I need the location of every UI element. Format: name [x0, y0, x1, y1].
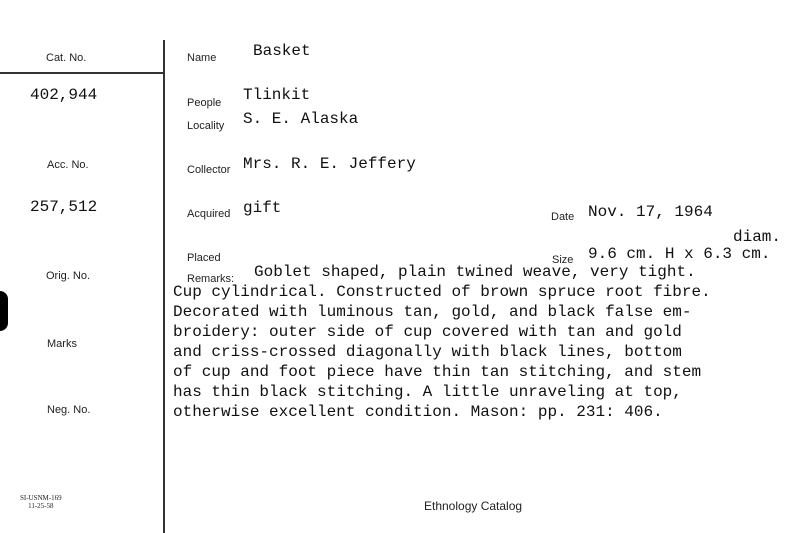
- remarks-line: Decorated with luminous tan, gold, and black false em-: [173, 303, 692, 321]
- remarks-text: [173, 262, 795, 422]
- vertical-divider: [163, 40, 165, 533]
- form-code: [20, 494, 62, 510]
- date-label: Date: [551, 211, 575, 223]
- remarks-line: Cup cylindrical. Constructed of brown spruce root fibre.: [173, 283, 711, 301]
- header-underline: [0, 72, 163, 74]
- remarks-label: Remarks:: [187, 273, 235, 285]
- date-value: Nov. 17, 1964: [588, 203, 713, 221]
- collector-label: Collector: [187, 164, 231, 176]
- remarks-line: has thin black stitching. A little unraveling at top,: [173, 383, 682, 401]
- acc-no-value: 257,512: [30, 198, 98, 216]
- remarks-line: of cup and foot piece have thin tan stitching, and stem: [173, 363, 702, 381]
- locality-value: S. E. Alaska: [243, 110, 359, 128]
- collector-value: Mrs. R. E. Jeffery: [243, 155, 416, 173]
- cat-no-label: Cat. No.: [46, 52, 87, 64]
- cat-no-value: 402,944: [30, 86, 98, 104]
- catalog-title: Ethnology Catalog: [424, 499, 523, 513]
- marks-label: Marks: [47, 338, 77, 350]
- name-label: Name: [187, 52, 217, 64]
- remarks-line: otherwise excellent condition. Mason: pp. 231: 406.: [173, 403, 663, 421]
- name-value: Basket: [253, 42, 311, 60]
- acc-no-label: Acc. No.: [47, 159, 89, 171]
- orig-no-label: Orig. No.: [46, 270, 91, 282]
- binding-hole-mark: [0, 291, 8, 331]
- acquired-value: gift: [243, 199, 282, 217]
- form-code-number: SI-USNM-169: [20, 494, 62, 502]
- people-value: Tlinkit: [243, 86, 311, 104]
- people-label: People: [187, 97, 222, 109]
- size-note: diam.: [733, 228, 782, 246]
- locality-label: Locality: [187, 120, 225, 132]
- size-value: 9.6 cm. H x 6.3 cm.: [588, 245, 771, 263]
- remarks-line: and criss-crossed diagonally with black lines, bottom: [173, 343, 682, 361]
- form-code-date: 11-25-58: [28, 502, 54, 510]
- remarks-line: Goblet shaped, plain twined weave, very tight.: [254, 263, 696, 281]
- placed-label: Placed: [187, 252, 221, 264]
- remarks-line: broidery: outer side of cup covered with tan and gold: [173, 323, 682, 341]
- acquired-label: Acquired: [187, 208, 231, 220]
- neg-no-label: Neg. No.: [47, 404, 91, 416]
- size-label: Size: [552, 254, 574, 266]
